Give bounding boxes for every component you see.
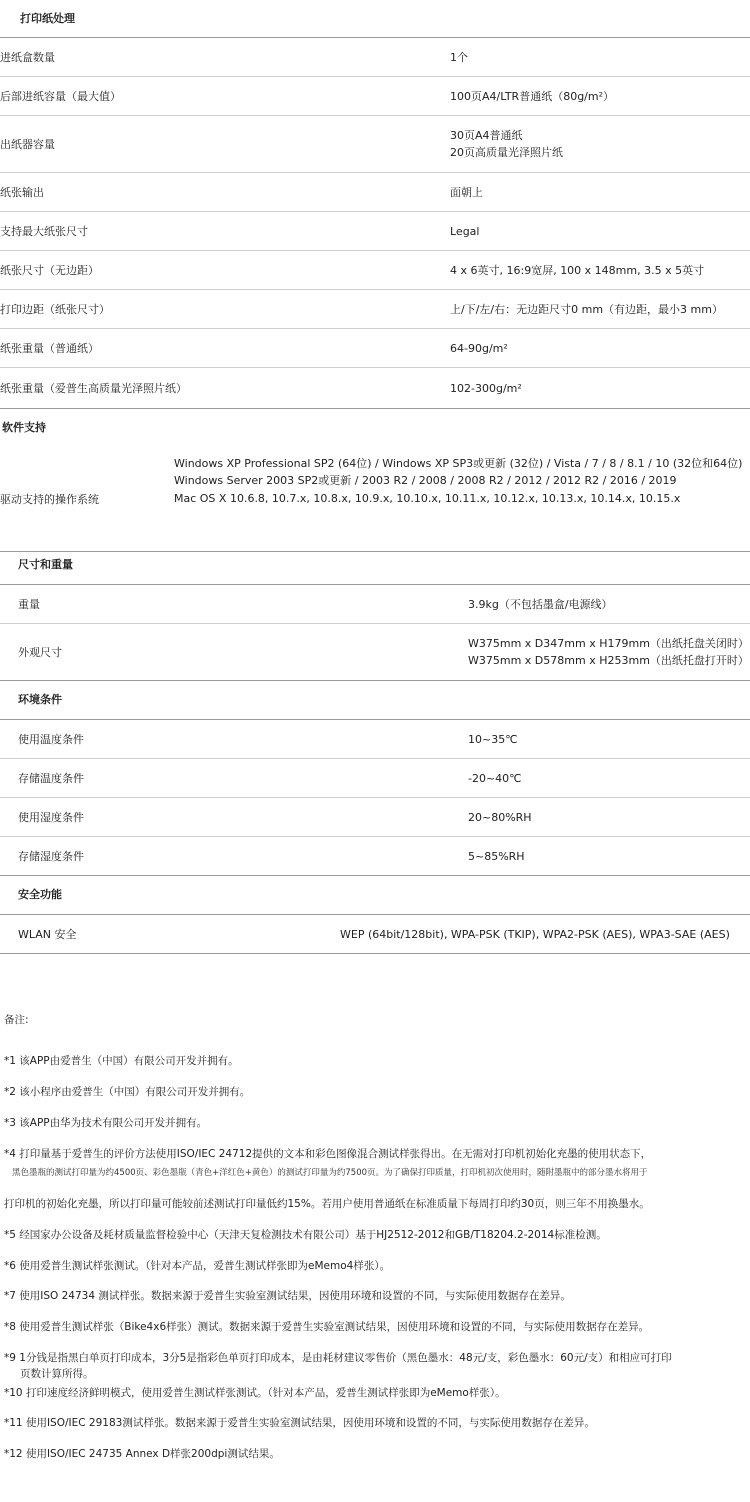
footnote: 打印机的初始化充墨，所以打印量可能较前述测试打印量低约15%。若用户使用普通纸在标准质量下每周打印约30页，则三年不用换墨水。 bbox=[4, 1198, 650, 1210]
spec-label: 打印边距（纸张尺寸） bbox=[0, 303, 110, 316]
spec-label: 使用温度条件 bbox=[18, 733, 84, 746]
footnote: *5 经国家办公设备及耗材质量监督检验中心（天津天复检测技术有限公司）基于HJ2512-2012和GB/T18204.2-2014标准检测。 bbox=[4, 1229, 607, 1241]
os-windows-server: Windows Server 2003 SP2或更新 / 2003 R2 / 2008 / 2008 R2 / 2012 / 2012 R2 / 2016 / 2019 bbox=[174, 474, 677, 488]
spec-value: 30页A4普通纸 bbox=[450, 129, 523, 142]
spec-label: 支持最大纸张尺寸 bbox=[0, 225, 88, 238]
notes-heading: 备注: bbox=[4, 1014, 29, 1026]
spec-value: 102-300g/m² bbox=[450, 381, 522, 395]
os-support-label: 驱动支持的操作系统 bbox=[0, 493, 99, 506]
spec-value: 1个 bbox=[450, 50, 468, 64]
spec-label: 存储温度条件 bbox=[18, 772, 84, 785]
os-mac: Mac OS X 10.6.8, 10.7.x, 10.8.x, 10.9.x, 10.10.x, 10.11.x, 10.12.x, 10.13.x, 10.14.x, 10.15.x bbox=[174, 491, 681, 505]
spec-value: Legal bbox=[450, 224, 480, 238]
spec-row bbox=[0, 759, 750, 798]
spec-row bbox=[0, 77, 750, 116]
spec-value: W375mm x D347mm x H179mm（出纸托盘关闭时） bbox=[468, 637, 749, 650]
spec-value: 10~35℃ bbox=[468, 732, 518, 746]
spec-row bbox=[0, 212, 750, 251]
spec-row bbox=[0, 837, 750, 876]
spec-value: 3.9kg（不包括墨盒/电源线） bbox=[468, 597, 613, 611]
spec-row bbox=[0, 173, 750, 212]
spec-label: 后部进纸容量（最大值） bbox=[0, 90, 121, 103]
software-title: 软件支持 bbox=[2, 421, 46, 434]
spec-row bbox=[0, 38, 750, 77]
footnote: 黑色墨瓶的测试打印量为约4500页、彩色墨瓶（青色+洋红色+黄色）的测试打印量为约7500页。为了确保打印质量，打印机初次使用时，随附墨瓶中的部分墨水将用于 bbox=[12, 1168, 648, 1178]
spec-row bbox=[0, 329, 750, 368]
spec-value: WEP (64bit/128bit), WPA-PSK (TKIP), WPA2-PSK (AES), WPA3-SAE (AES) bbox=[340, 927, 730, 941]
spec-value: -20~40℃ bbox=[468, 771, 522, 785]
spec-label: 进纸盒数量 bbox=[0, 51, 55, 64]
spec-row bbox=[0, 290, 750, 329]
spec-row bbox=[0, 624, 750, 681]
spec-value: 20页高质量光泽照片纸 bbox=[450, 146, 563, 159]
spec-value: 100页A4/LTR普通纸（80g/m²） bbox=[450, 89, 615, 103]
footnote: *2 该小程序由爱普生（中国）有限公司开发并拥有。 bbox=[4, 1086, 251, 1098]
footnote: *7 使用ISO 24734 测试样张。数据来源于爱普生实验室测试结果，因使用环境和设置的不同，与实际使用数据存在差异。 bbox=[4, 1290, 571, 1302]
spec-row bbox=[0, 251, 750, 290]
footnote: *4 打印量基于爱普生的评价方法使用ISO/IEC 24712提供的文本和彩色图像混合测试样张得出。在无需对打印机初始化充墨的使用状态下， bbox=[4, 1148, 652, 1160]
footnote: *8 使用爱普生测试样张（Bike4x6样张）测试。数据来源于爱普生实验室测试结果，因使用环境和设置的不同，与实际使用数据存在差异。 bbox=[4, 1321, 650, 1333]
footnote: 页数计算所得。 bbox=[20, 1368, 94, 1380]
spec-label: 出纸器容量 bbox=[0, 138, 55, 151]
spec-value: 面朝上 bbox=[450, 185, 483, 199]
spec-label: 存储湿度条件 bbox=[18, 850, 84, 863]
footnote: *10 打印速度经济鲜明模式，使用爱普生测试样张测试。（针对本产品，爱普生测试样张即为eMemo样张）。 bbox=[4, 1387, 506, 1399]
os-support-row bbox=[0, 447, 750, 552]
security-title: 安全功能 bbox=[0, 876, 750, 915]
footnote: *1 该APP由爱普生（中国）有限公司开发并拥有。 bbox=[4, 1055, 239, 1067]
spec-row bbox=[0, 798, 750, 837]
spec-label: 外观尺寸 bbox=[18, 646, 62, 659]
spec-label: 纸张输出 bbox=[0, 186, 44, 199]
spec-row bbox=[0, 915, 750, 954]
footnote: *12 使用ISO/IEC 24735 Annex D样张200dpi测试结果。 bbox=[4, 1448, 280, 1460]
spec-label: 使用湿度条件 bbox=[18, 811, 84, 824]
footnote: *3 该APP由华为技术有限公司开发并拥有。 bbox=[4, 1117, 208, 1129]
footnote: *6 使用爱普生测试样张测试。（针对本产品，爱普生测试样张即为eMemo4样张）。 bbox=[4, 1260, 391, 1272]
spec-row bbox=[0, 116, 750, 173]
spec-label: 重量 bbox=[18, 598, 40, 611]
footnote: *11 使用ISO/IEC 29183测试样张。数据来源于爱普生实验室测试结果，因使用环境和设置的不同，与实际使用数据存在差异。 bbox=[4, 1417, 595, 1429]
spec-row bbox=[0, 585, 750, 624]
spec-value: W375mm x D578mm x H253mm（出纸托盘打开时） bbox=[468, 654, 749, 667]
spec-label: 纸张尺寸（无边距） bbox=[0, 264, 99, 277]
footnote: *9 1分钱是指黑白单页打印成本，3分5是指彩色单页打印成本，是由耗材建议零售价（黑色墨水：48元/支，彩色墨水：60元/支）和相应可打印 bbox=[4, 1352, 672, 1364]
spec-value: 4 x 6英寸, 16:9宽屏, 100 x 148mm, 3.5 x 5英寸 bbox=[450, 263, 705, 277]
paper-handling-title: 打印纸处理 bbox=[0, 0, 750, 38]
spec-value: 5~85%RH bbox=[468, 849, 525, 863]
spec-label: WLAN 安全 bbox=[18, 928, 77, 941]
specs-section-2 bbox=[0, 546, 750, 954]
spec-value: 64-90g/m² bbox=[450, 341, 508, 355]
spec-value: 上/下/左/右：无边距尺寸0 mm（有边距，最小3 mm） bbox=[450, 302, 723, 316]
spec-value: 20~80%RH bbox=[468, 810, 532, 824]
size-weight-title: 尺寸和重量 bbox=[0, 546, 750, 585]
os-windows: Windows XP Professional SP2 (64位) / Windows XP SP3或更新 (32位) / Vista / 7 / 8 / 8.1 / 10 (32位和64位) bbox=[174, 456, 743, 470]
environment-title: 环境条件 bbox=[0, 681, 750, 720]
spec-row bbox=[0, 368, 750, 409]
spec-row bbox=[0, 720, 750, 759]
spec-label: 纸张重量（普通纸） bbox=[0, 342, 99, 355]
paper-handling-section bbox=[0, 0, 750, 552]
spec-label: 纸张重量（爱普生高质量光泽照片纸） bbox=[0, 382, 187, 395]
